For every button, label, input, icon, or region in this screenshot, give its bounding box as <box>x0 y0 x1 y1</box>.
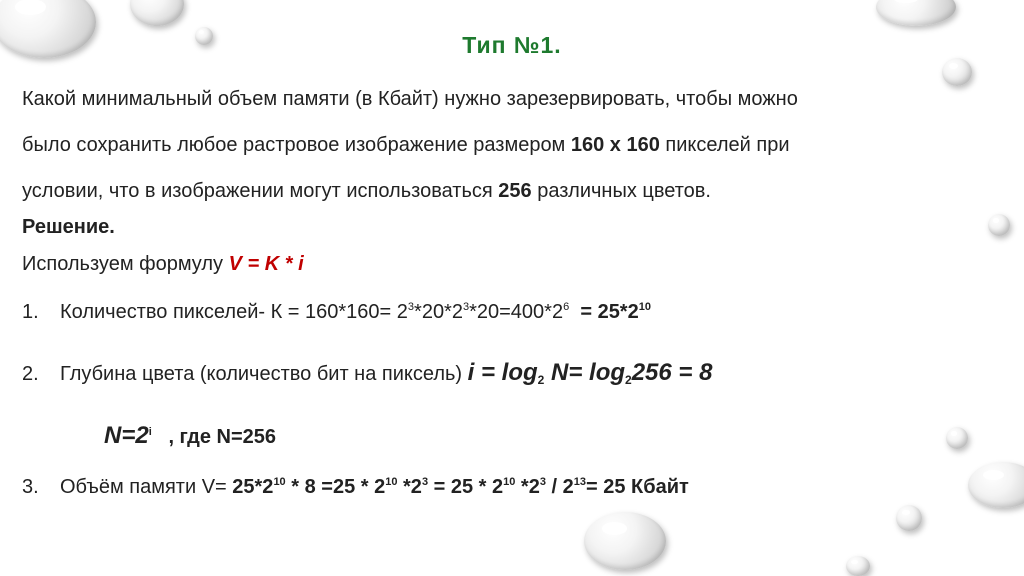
water-drop-decoration <box>876 0 956 26</box>
log-base: 2 <box>537 373 545 387</box>
exponent: 13 <box>573 476 587 488</box>
exponent: 10 <box>385 476 398 488</box>
question-line-2 <box>22 133 790 157</box>
question-text: различных цветов. <box>531 180 711 202</box>
solution-label: Решение. <box>22 216 115 238</box>
water-drop-decoration <box>130 0 184 26</box>
water-drop-decoration <box>896 505 922 531</box>
step-2-note <box>104 422 276 451</box>
question-text: условии, что в изображении могут использоваться <box>22 180 499 202</box>
calc-part: * 8 =25 * 2 <box>285 476 386 498</box>
step-text: *20*2 <box>414 301 463 323</box>
formula-line <box>22 252 304 276</box>
step-number: 1. <box>22 301 39 323</box>
question-text: было сохранить любое растровое изображение размером <box>22 134 571 156</box>
exponent: 3 <box>421 476 429 488</box>
slide-title: Тип №1. <box>462 32 562 58</box>
note-text: , где N=256 <box>168 426 276 448</box>
water-drop-decoration <box>946 427 968 449</box>
question-line-1 <box>22 87 798 111</box>
formula-part: N= log <box>544 359 626 386</box>
question-line-3 <box>22 179 711 203</box>
exponent: 6 <box>563 301 570 313</box>
formula-part: 256 = 8 <box>631 359 713 386</box>
step-result: = 25*2 <box>580 301 639 323</box>
step-text: Объём памяти V= <box>60 476 233 498</box>
calc-part: / 2 <box>545 476 574 498</box>
water-drop-decoration <box>846 556 870 576</box>
water-drop-decoration <box>968 462 1024 508</box>
calc-part: 25*2 <box>232 476 274 498</box>
calc-part: *2 <box>397 476 422 498</box>
step-text: Количество пикселей- К = 160*160= 2 <box>60 301 408 323</box>
step-2 <box>22 359 712 388</box>
water-drop-decoration <box>988 214 1010 236</box>
step-number: 2. <box>22 363 39 385</box>
calc-part: = 25 * 2 <box>428 476 504 498</box>
formula-part: N=2 <box>104 422 149 449</box>
exponent: i <box>148 426 152 438</box>
exponent: 10 <box>638 301 651 313</box>
exponent: 10 <box>503 476 516 488</box>
step-number: 3. <box>22 476 39 498</box>
water-drop-decoration <box>584 512 666 570</box>
exponent: 3 <box>539 476 546 488</box>
formula-expression: V = K * i <box>228 253 304 275</box>
color-count: 256 <box>498 180 532 202</box>
log-base: 2 <box>625 373 632 387</box>
formula-prefix: Используем формулу <box>22 253 229 275</box>
exponent: 3 <box>462 301 470 313</box>
step-text: *20=400*2 <box>469 301 564 323</box>
exponent: 3 <box>407 301 415 313</box>
final-answer: = 25 Кбайт <box>586 476 689 498</box>
question-text: Какой минимальный объем памяти (в Кбайт) нужно зарезервировать, чтобы можно <box>22 88 798 110</box>
water-drop-decoration <box>942 58 972 86</box>
step-3 <box>22 475 689 499</box>
question-text: пикселей при <box>659 134 790 156</box>
exponent: 10 <box>273 476 286 488</box>
step-text: Глубина цвета (количество бит на пиксель) <box>60 363 468 385</box>
calc-part: *2 <box>515 476 540 498</box>
image-size: 160 х 160 <box>570 134 660 156</box>
formula-part: i = log <box>467 359 538 386</box>
step-1 <box>22 300 651 324</box>
